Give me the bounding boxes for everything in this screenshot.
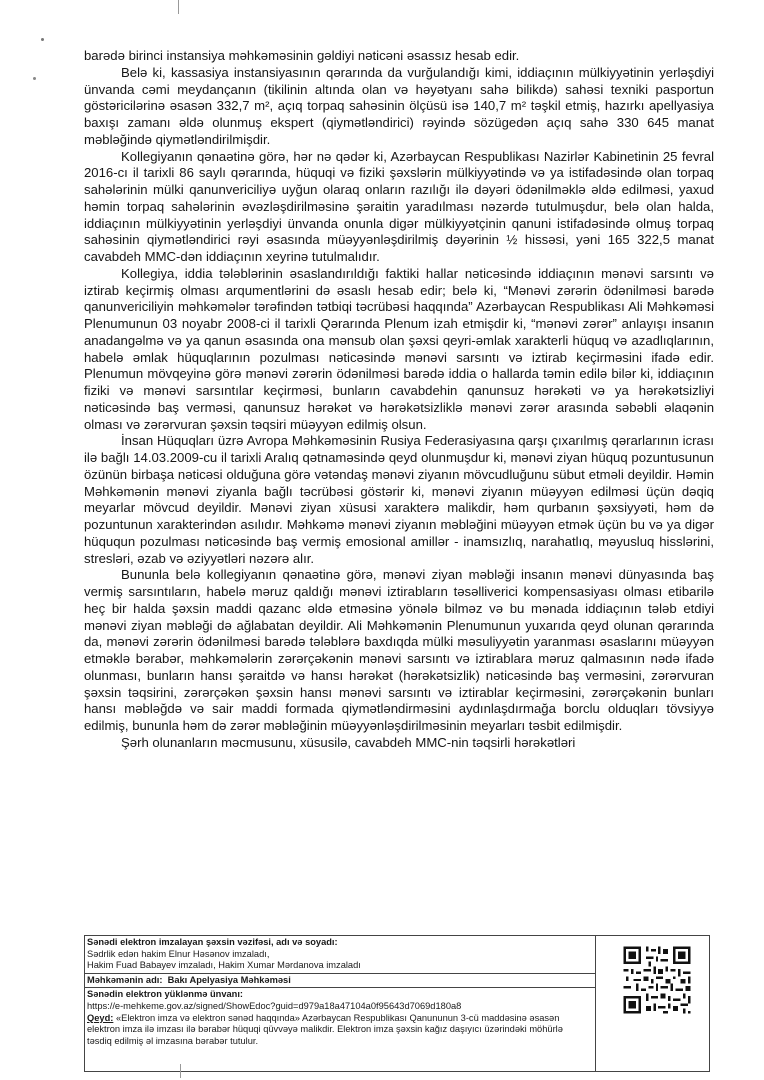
court-name: Bakı Apelyasiya Məhkəməsi: [167, 974, 291, 985]
paragraph: Kollegiyanın qənaətinə görə, hər nə qədər ki, Azərbaycan Respublikası Nazirlər Kabinetinin 25 fevral 2016-cı il tarixli 86 saylı qərarında, hüquqi və fiziki şəxslərin mülkiyyətində və ya istifadəsində olan torpaq sahələrinin mülki qanunvericiliyə uyğun olaraq onların razılığı ilə dəyəri ödənilməklə əldə edilməsi, yaxud həmin torpaq sahələrinin əvəzləşdirilməsinə şəraitin yaradılması nəzərdə tutulmuşdur, belə olan halda, iddiaçının mülkiyyətinin yerləşdiyi ünvanda onunla digər mülkiyyətçinin qanuni istifadəsində olmuş torpaq sahəsinin qiymətləndirici rəyi əsasında müəyyənləşdirilmiş dəyərinin ½ hissəsi, yəni 165 322,5 manat cavabdeh MMC-dən iddiaçının xeyrinə tutulmalıdır.: [84, 148, 714, 264]
signer-line: Hakim Fuad Babayev imzaladı, Hakim Xumar Mərdanova imzaladı: [87, 960, 361, 971]
signer-section: [85, 936, 595, 974]
paragraph: Şərh olunanların məcmusunu, xüsusilə, cavabdeh MMC-nin təqsirli hərəkətləri: [121, 734, 576, 750]
paragraph: Belə ki, kassasiya instansiyasının qərarında da vurğulandığı kimi, iddiaçının mülkiyyətinin yerləşdiyi ünvanda cəmi meydançanın (tikilinin altında olan və həyətyanı sahə bilikdə) sahəsi texniki pasportun göstəricilərinə əsasən 332,7 m², açıq torpaq sahəsinin ölçüsü isə 140,7 m² təşkil etmiş, hazırkı apellyasiya baxışı zamanı əldə olunmuş ekspert (qiymətləndirici) rəyində sözügedən açıq sahə 330 645 manat məbləğində qiymətləndirilmişdir.: [84, 64, 714, 147]
address-label: Sənədin elektron yüklənmə ünvanı:: [87, 989, 244, 1000]
court-label: Məhkəmənin adı:: [87, 974, 163, 985]
document-body: [84, 48, 714, 752]
signer-line: Sədrlik edən hakim Elnur Həsənov imzaladı,: [87, 948, 270, 959]
document-url[interactable]: https://e-mehkeme.gov.az/signed/ShowEdoc?guid=d979a18a47104a0f95643d7069d180a8: [87, 1000, 462, 1011]
address-section: [85, 988, 595, 1048]
paragraph: Bununla belə kollegiyanın qənaətinə görə, mənəvi ziyan məbləği insanın mənəvi dünyasında baş vermiş sarsıntıların, habelə məruz qaldığı mənəvi iztirabların təsəllivericі kompensasiyası olması etibarilə heç bir halda şəxsin maddi qazanc əldə etməsinə yönələ bilməz və bu mənada iddiaçının tələb etdiyi mənəvi ziyan məbləği də ağlabatan deyildir. Ali Məhkəmənin Plenumunun yuxarıda qeyd olunan qərarında da, mənəvi zərərin ödənilməsi barədə tələblərə baxdıqda mülki məsuliyyətin yaranması əsaslarını müəyyən etməklə bərabər, məhkəmələrin zərərçəkənin mənəvi sarsıntı və iztirablara məruz qalmasının nədə ifadə olunması, bunların hansı şəraitdə və hansı hərəkət (hərəkətsizlik) nəticəsində baş verməsini, zərərvuran şəxsin təqsirini, zərərçəkən şəxsin hansı mənəvi sarsıntı və iztirablar keçirməsini, zərərçəkənin bunları hansı məbləğdə və sair maddi formada qiymətləndirməsini aydınlaşdırmağa borclu olduqları tövsiyyə edilmiş, bununla həm də zərər məbləğinin müəyyənləşdirilməsinin meyarları təsbit edilmişdir.: [84, 567, 714, 733]
paragraph: Kollegiya, iddia tələblərinin əsaslandırıldığı faktiki hallar nəticəsində iddiaçının mənəvi sarsıntı və iztirab keçirmiş olması arqumentlərini də əsaslı hesab edir; belə ki, “Mənəvi zərərin ödənilməsi barədə qanunvericiliyin məhkəmələr tərəfindən tətbiqi təcrübəsi haqqında” Azərbaycan Respublikası Ali Məhkəməsi Plenumunun 03 noyabr 2008-ci il tarixli Qərarında Plenum izah etmişdir ki, “mənəvi zərər” anlayışı insanın anadangəlmə və ya qanun əsasında ona mənsub olan şəxsi qeyri-əmlak xarakterli hüquq və azadlıqlarının, habelə əmlak hüquqlarının pozulması nəticəsində mənəvi sarsıntı və iztirab keçirməsini ifadə edir. Plenumun mövqeyinə görə mənəvi zərərin ödənilməsi barədə iddia o hallarda təmin edilə bilər ki, iddiaçının fiziki və mənəvi sarsıntılar keçirməsi, bunların cavabdehin qanunsuz hərəkəti və ya hərəkətsizliyi nəticəsində baş verməsi, qanunsuz hərəkət və hərəkətsizliklə mənəvi zərər arasında səbəbli əlaqənin olması və zərərvuran şəxsin təqsiri müəyyən edilmiş olsun.: [84, 265, 714, 432]
signature-info: [85, 936, 596, 1071]
note-text: təsdiq edilmiş əl imzasına bərabər tutulur.: [87, 1035, 259, 1046]
note-label: Qeyd:: [87, 1012, 114, 1023]
note-text: «Elektron imza və elektron sənəd haqqında» Azərbaycan Respublikası Qanununun 3-cü maddəsinə əsasən: [113, 1012, 560, 1023]
signature-footer: [84, 935, 710, 1072]
scan-speck: [33, 77, 36, 80]
signer-label: Sənədi elektron imzalayan şəxsin vəzifəsi, adı və soyadı:: [87, 937, 338, 947]
fold-mark: [180, 1064, 181, 1078]
note-text: elektron imza ilə imzası ilə bərabər hüquqi qüvvəyə malikdir. Elektron imza şəxsin kağız daşıyıcı üzərindəki möhürlə: [87, 1024, 563, 1035]
court-section: [85, 974, 595, 989]
paragraph: İnsan Hüquqları üzrə Avropa Məhkəməsinin Rusiya Federasiyasına qarşı çıxarılmış qərarlarının icrası ilə bağlı 14.03.2009-cu il tarixli Aralıq qətnaməsində qeyd olunmuşdur ki, mənəvi ziyan hüquq pozuntusunun özünün birbaşa nəticəsi olduğuna görə vətəndaş mənəvi ziyanın mövcudluğunu sübut etməli deyildir. Həmin Məhkəmənin mənəvi ziyanla bağlı təcrübəsi göstərir ki, mənəvi ziyanın müəyyən edilməsi üçün dəqiq meyarlar mövcud deyildir. Mənəvi ziyan xüsusi xarakterə malikdir, həm qurbanın şəxsiyyəti, həm də pozuntunun xarakterindən asılıdır. Məhkəmə mənəvi ziyanın məbləğini müəyyən etmək üçün bu və ya digər hüququn pozulması nəticəsində baş vermiş emosional amillər - inamsızlıq, narahatlıq, məyusluq hisslərini, stresləri, əzab və əziyyətləri nəzərə alır.: [84, 433, 714, 566]
qr-code[interactable]: [621, 944, 693, 1016]
paragraph: barədə birinci instansiya məhkəməsinin gəldiyi nəticəni əsassız hesab edir.: [84, 48, 520, 63]
scan-speck: [41, 38, 44, 41]
fold-mark: [178, 0, 179, 14]
